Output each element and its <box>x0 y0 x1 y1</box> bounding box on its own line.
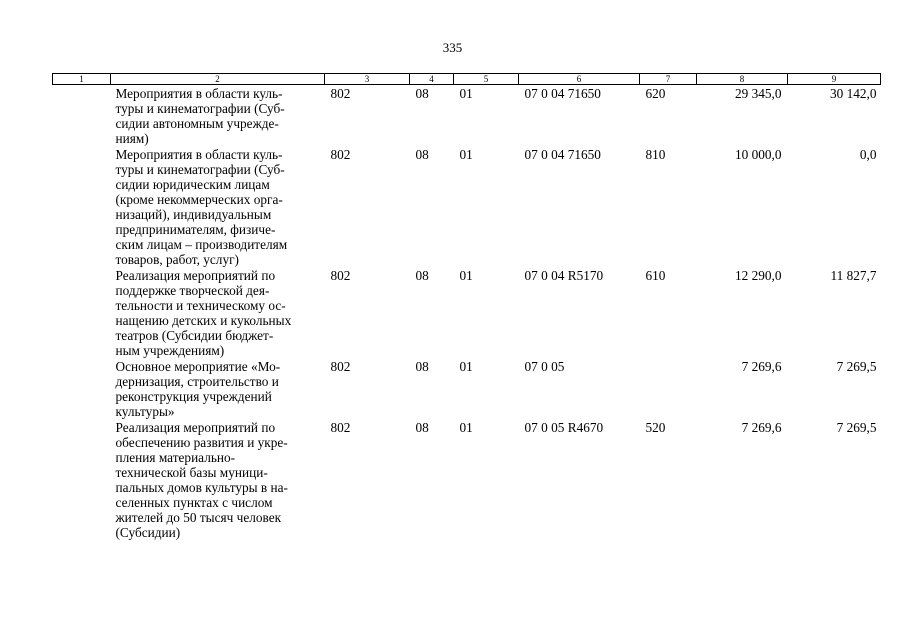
row-number-cell <box>53 267 111 358</box>
expense-name-cell <box>111 419 325 540</box>
subsection-code-cell: 01 <box>459 420 473 435</box>
expense-type-cell <box>640 358 697 419</box>
name-line: товаров, работ, услуг) <box>115 252 239 267</box>
name-line: тельности и техническому ос- <box>115 298 286 313</box>
name-line: нащению детских и кукольных <box>115 313 292 328</box>
section-code-cell: 08 <box>415 420 429 435</box>
amount-2-cell: 0,0 <box>859 147 877 162</box>
name-line: пальных домов культуры в на- <box>115 480 288 495</box>
amount-2-cell: 30 142,0 <box>829 86 877 101</box>
expense-name-cell <box>111 85 325 147</box>
name-line: дернизация, строительство и <box>115 374 279 389</box>
column-header-9: 9 <box>788 74 881 85</box>
expense-type-cell: 810 <box>645 147 666 162</box>
section-code-cell: 08 <box>415 359 429 374</box>
amount-2-cell: 7 269,5 <box>836 420 877 435</box>
ministry-code-cell: 802 <box>330 86 351 101</box>
name-line: предпринимателям, физиче- <box>115 222 276 237</box>
name-line: (Субсидии) <box>115 525 181 540</box>
row-number-cell <box>53 419 111 540</box>
amount-2-cell: 7 269,5 <box>836 359 877 374</box>
name-line: туры и кинематографии (Суб- <box>115 162 285 177</box>
target-article-cell: 07 0 04 71650 <box>524 147 601 162</box>
name-line: Мероприятия в области куль- <box>115 147 283 162</box>
expense-name-cell <box>111 267 325 358</box>
amount-1-cell: 29 345,0 <box>734 86 782 101</box>
section-code-cell: 08 <box>415 86 429 101</box>
column-number-header-row <box>53 74 881 85</box>
name-line: Реализация мероприятий по <box>115 420 276 435</box>
subsection-code-cell: 01 <box>459 268 473 283</box>
amount-1-cell: 12 290,0 <box>734 268 782 283</box>
name-line: Реализация мероприятий по <box>115 268 276 283</box>
name-line: низаций), индивидуальным <box>115 207 272 222</box>
amount-2-cell: 11 827,7 <box>830 268 877 283</box>
column-header-3: 3 <box>325 74 410 85</box>
page-number: 335 <box>442 40 463 55</box>
name-line: театров (Субсидии бюджет- <box>115 328 274 343</box>
table-row <box>53 146 881 267</box>
expense-type-cell: 620 <box>645 86 666 101</box>
expense-name-cell <box>111 146 325 267</box>
target-article-cell: 07 0 04 R5170 <box>524 268 604 283</box>
expense-name-cell <box>111 358 325 419</box>
column-header-1: 1 <box>53 74 111 85</box>
table-row <box>53 85 881 147</box>
name-line: ниям) <box>115 131 149 146</box>
name-line: реконструкция учреждений <box>115 389 272 404</box>
name-line: технической базы муници- <box>115 465 268 480</box>
name-line: поддержке творческой дея- <box>115 283 270 298</box>
row-number-cell <box>53 85 111 147</box>
table-row <box>53 358 881 419</box>
amount-1-cell: 10 000,0 <box>734 147 782 162</box>
name-line: селенных пунктах с числом <box>115 495 273 510</box>
expense-type-cell: 520 <box>645 420 666 435</box>
name-line: ским лицам – производителям <box>115 237 288 252</box>
name-line: жителей до 50 тысяч человек <box>115 510 282 525</box>
name-line: культуры» <box>115 404 175 419</box>
name-line: (кроме некоммерческих орга- <box>115 192 283 207</box>
subsection-code-cell: 01 <box>459 359 473 374</box>
table-row <box>53 419 881 540</box>
column-header-8: 8 <box>697 74 788 85</box>
name-line: Основное мероприятие «Мо- <box>115 359 281 374</box>
ministry-code-cell: 802 <box>330 147 351 162</box>
column-header-5: 5 <box>454 74 519 85</box>
name-line: пления материально- <box>115 450 236 465</box>
target-article-cell: 07 0 05 <box>524 359 565 374</box>
section-code-cell: 08 <box>415 147 429 162</box>
column-header-2: 2 <box>111 74 325 85</box>
amount-1-cell: 7 269,6 <box>741 359 782 374</box>
ministry-code-cell: 802 <box>330 268 351 283</box>
name-line: Мероприятия в области куль- <box>115 86 283 101</box>
ministry-code-cell: 802 <box>330 420 351 435</box>
section-code-cell: 08 <box>415 268 429 283</box>
name-line: туры и кинематографии (Суб- <box>115 101 285 116</box>
table-row <box>53 267 881 358</box>
ministry-code-cell: 802 <box>330 359 351 374</box>
target-article-cell: 07 0 05 R4670 <box>524 420 604 435</box>
expense-type-cell: 610 <box>645 268 666 283</box>
subsection-code-cell: 01 <box>459 86 473 101</box>
target-article-cell: 07 0 04 71650 <box>524 86 601 101</box>
amount-1-cell: 7 269,6 <box>741 420 782 435</box>
column-header-4: 4 <box>410 74 454 85</box>
row-number-cell <box>53 146 111 267</box>
subsection-code-cell: 01 <box>459 147 473 162</box>
name-line: ным учреждениям) <box>115 343 225 358</box>
column-header-6: 6 <box>519 74 640 85</box>
name-line: сидии юридическим лицам <box>115 177 270 192</box>
row-number-cell <box>53 358 111 419</box>
name-line: обеспечению развития и укре- <box>115 435 288 450</box>
budget-table <box>52 73 881 540</box>
name-line: сидии автономным учрежде- <box>115 116 279 131</box>
column-header-7: 7 <box>640 74 697 85</box>
